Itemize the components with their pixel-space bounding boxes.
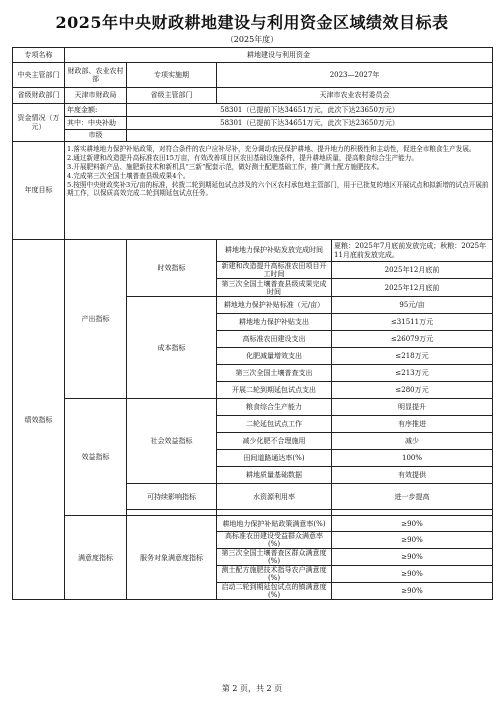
indicator-name: 开展二轮到期延包试点支出 [217,382,332,399]
indicator-name: 第三次全国土壤普查县级成果完成时间 [217,279,332,297]
indicator-value: ≥90% [332,549,493,566]
indicator-value: 减少 [332,433,493,450]
provincial-dept-label: 省级主管部门 [127,88,217,104]
satisfaction-indicators-label: 满意度指标 [65,516,127,600]
indicator-name: 减少化肥不合理施用 [217,433,332,450]
table-row [13,117,493,130]
period-value: 2023—2027年 [217,63,493,88]
indicator-name: 耕地质量基础数据 [217,467,332,484]
indicator-value: ≥90% [332,532,493,549]
indicator-name: 高标准农田建设受益群众满意率(%) [217,532,332,549]
page-footer: 第 2 页，共 2 页 [221,684,283,693]
output-indicators-label: 产出指标 [65,240,127,399]
indicator-name: 水资源利用率 [217,484,332,510]
indicator-name: 第三次全国土壤普查支出 [217,365,332,382]
annual-amount-value: 58301（已提前下达34651万元，此次下达23650万元） [127,104,493,117]
indicator-name: 耕地地力保护补贴政策满意率(%) [217,516,332,532]
sustain-indicators-label: 可持续影响指标 [127,484,217,510]
social-benefit-label: 社会效益指标 [127,399,217,484]
indicator-name: 耕地地力保护补贴标准（元/亩） [217,297,332,314]
central-subsidy-value: 58301（已提前下达34651万元，此次下达23650万元） [127,117,493,130]
indicator-name: 耕地地力保护补贴支出 [217,314,332,331]
indicator-value: ≥90% [332,583,493,600]
table-row [13,63,493,88]
service-satisfaction-label: 服务对象满意度指标 [127,516,217,600]
indicator-value: 2025年12月底前 [332,279,493,297]
page-title: 2025年中央财政耕地建设与利用资金区域绩效目标表 [55,13,449,32]
central-dept-label: 中央主管部门 [13,63,65,88]
page-subtitle: （2025年度） [225,35,279,44]
indicator-name: 化肥减量增效支出 [217,348,332,365]
goal-item: 3.开展肥料新产品、施肥新技术和新机具“三新”配套示范，做好测土配肥基础工作，推广测土配方施肥技术。 [67,162,384,171]
indicator-name: 第三次全国土壤普查区群众满意度(%) [217,549,332,566]
indicator-value: 95元/亩 [332,297,493,314]
indicator-name: 二轮延包试点工作 [217,416,332,433]
goal-item: 1.落实耕地地力保护补贴政策，对符合条件的农户应补尽补，充分调动农民保护耕地、提升地力的积极性和主动性，促进全市粮食生产发展。 [67,145,476,153]
perf-indicators-label: 绩效指标 [13,240,65,600]
cost-indicators-label: 成本指标 [127,297,217,399]
indicator-name: 启动二轮到期延包试点的镇满意度(%) [217,583,332,600]
indicator-name: 耕地地力保护补贴发放完成时间 [217,240,332,262]
indicator-value: 明显提升 [332,399,493,416]
annual-goals-text [65,142,493,240]
indicator-value: 100% [332,450,493,467]
benefit-indicators-label: 效益指标 [65,399,127,516]
indicator-value: ≥90% [332,566,493,583]
table-row [13,130,493,142]
indicator-name: 田间道路通达率(%) [217,450,332,467]
table-row [13,88,493,104]
indicator-value: 夏粮：2025年7月底前发放完成；秋粮：2025年11月底前发放完成。 [332,240,493,262]
indicator-name: 粮食综合生产能力 [217,399,332,416]
annual-goals-label: 年度目标 [13,142,65,240]
annual-amount-label: 年度金额: [65,104,127,117]
indicator-value: 有效提供 [332,467,493,484]
goal-item: 5.按照中央财政奖补3元/亩的标准，转拨二轮到期延包试点涉及的六个区农村承包地主管部门，用于已批复的地区开展试点和拟新增的试点开展前期工作，以保质高效完成二轮到期延包试点任务。 [67,180,489,198]
local-funds-value [127,130,493,142]
table-row [13,48,493,63]
period-label: 专项实施期 [127,63,217,88]
indicator-value: ≤26079万元 [332,331,493,348]
performance-table [12,47,493,600]
indicator-value: ≤280万元 [332,382,493,399]
indicator-value: ≥90% [332,516,493,532]
indicator-value: ≤31511万元 [332,314,493,331]
provincial-dept-value: 天津市农业农村委员会 [217,88,493,104]
indicator-name: 测土配方施肥技术指导农户满意度(%) [217,566,332,583]
central-dept-value: 财政部、农业农村部 [65,63,127,88]
table-row [13,142,493,240]
indicator-value: 有序推进 [332,416,493,433]
central-subsidy-label: 其中：中央补助 [65,117,127,130]
indicator-value: 进一步提高 [332,484,493,510]
table-row [13,399,493,416]
table-row [13,516,493,532]
indicator-value: ≤213万元 [332,365,493,382]
indicator-value: 2025年12月底前 [332,262,493,279]
time-indicators-label: 时效指标 [127,240,217,297]
table-row [13,240,493,262]
indicator-name: 新建和改造提升高标准农田项目开工时间 [217,262,332,279]
indicator-name: 高标准农田建设支出 [217,331,332,348]
finance-dept-value: 天津市财政局 [65,88,127,104]
project-label: 专项名称 [13,48,65,63]
local-funds-label: 市级 [65,130,127,142]
indicator-value: ≤218万元 [332,348,493,365]
project-value: 耕地建设与利用资金 [65,48,493,63]
funds-label: 资金情况（万元） [13,104,65,142]
goal-item: 2.通过新建和改造提升高标准农田15万亩，有效改善项目区农田基础设施条件，提升耕地质量，提高粮食综合生产能力。 [67,153,418,162]
goal-item: 4.完成第三次全国土壤普查县级成果4个。 [67,171,190,180]
finance-dept-label: 省级财政部门 [13,88,65,104]
table-row [13,104,493,117]
